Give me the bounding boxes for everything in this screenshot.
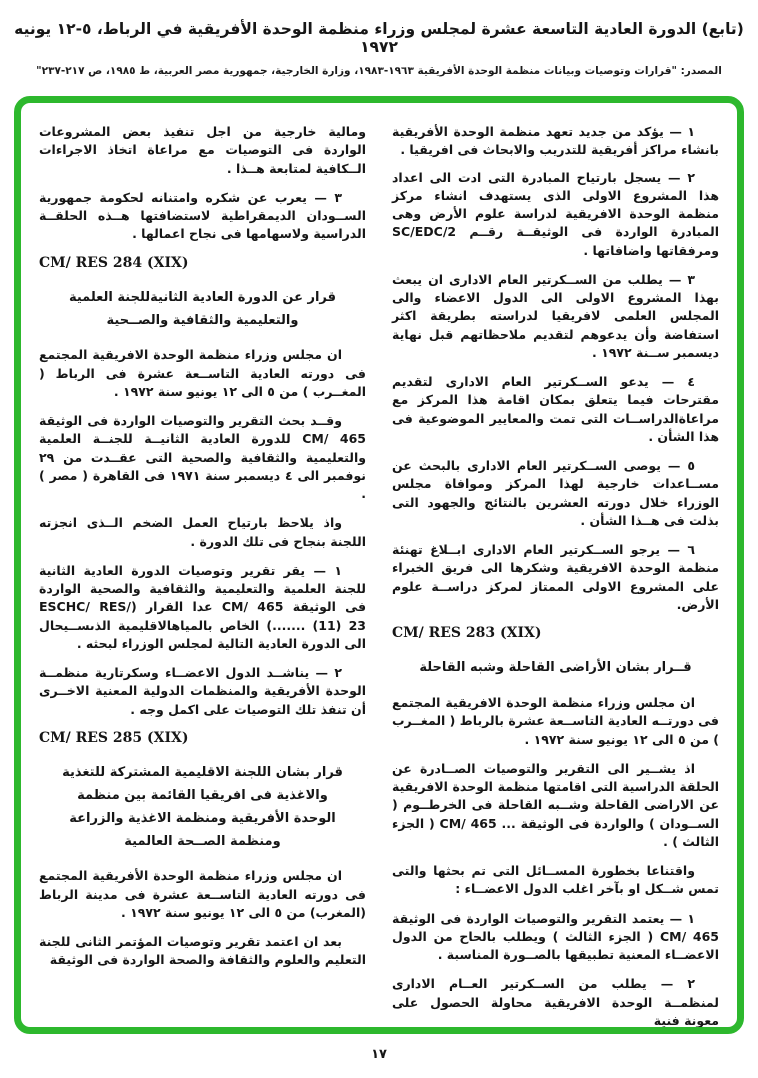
resolution-ref: CM/ RES 285 (XIX) <box>39 729 189 746</box>
resolution-heading: قــرار بشان الأراضى القاحلة وشبه القاحلة <box>419 660 692 676</box>
paragraph: ٣ — يعرب عن شكره وامتنانه لحكومة جمهورية الســودان الديمقراطية لاستضافتها هــذه الحلقــة الدراسية ولاسهامها فى نجاح اعمالها . <box>39 189 366 242</box>
right-column <box>392 123 720 1028</box>
paragraph: ٢ — يطلب من الســكرتير العــام الادارى لمنظمــة الوحدة الافريقية محاولة الحصول على معونة فنية <box>392 976 719 1028</box>
resolution-ref: CM/ RES 284 (XIX) <box>39 254 189 271</box>
paragraph: ٢ — يسجل بارتياح المبادرة التى ادت الى اعداد هذا المشروع الاولى الذى يستهدف انشاء مركز منظمة الوحدة الافريقية لدراسة علوم الأرض وهى المبادرة الواردة فى الوثيقــة رقــم SC/EDC/2 ومرفقاتها واضافاتها . <box>392 169 719 258</box>
paragraph: ٤ — يدعو الســكرتير العام الادارى لتقديم مقترحات فيما يتعلق بمكان اقامة هذا المركز مع مراعاةالدراســات التى تمت والمعايير الموضوعية فى هذا الشأن . <box>392 374 719 444</box>
page-header <box>0 0 758 77</box>
header-title: (تابع) الدورة العادية التاسعة عشرة لمجلس وزراء منظمة الوحدة الأفريقية في الرباط، ٥-١٢ يونيه ١٩٧٢ <box>14 20 744 56</box>
header-source-line: المصدر: "قرارات وتوصيات وبيانات منظمة الوحدة الأفريقية ١٩٦٣-١٩٨٣، وزارة الخارجية، جمهورية مصر العربية، ط ١٩٨٥، ص ٢١٧-٢٣٧" <box>36 65 722 77</box>
paragraph: ان مجلس وزراء منظمة الوحدة الافريقية المجتمع فى دورته العادية التاســعة عشرة فى الرباط ( المغــرب ) من ٥ الى ١٢ يونيو سنة ١٩٧٢ . <box>39 347 366 399</box>
paragraph: واقتناعا بخطورة المســائل التى تم بحثها والتى تمس شــكل او بآخر اغلب الدول الاعضــاء : <box>392 863 719 897</box>
paragraph: واذ يلاحظ بارتياح العمل الضخم الــذى انجزته اللجنة بنجاح فى تلك الدورة . <box>39 515 366 549</box>
green-border-frame <box>14 96 744 1034</box>
paragraph: ١ — يعتمد التقرير والتوصيات الواردة فى الوثيقة CM/ 465 ( الجزء الثالث ) ويطلب بالحاح من الدول الاعضــاء المعنية تطبيقها بالصــورة المناسبة . <box>392 910 720 963</box>
paragraph: ٢ — يناشــد الدول الاعضــاء وسكرتارية منظمــة الوحدة الأفريقية والمنظمات الدولية المعنية الاخــرى أن تنفذ تلك التوصيات على اكمل وجه . <box>39 665 366 717</box>
paragraph: وقــد بحث التقرير والتوصيات الواردة فى الوثيقة CM/ 465 للدورة العادية الثانيــة للجنــة العلمية والتعليمية والثقافية والصحية التى عقــدت من ٢٩ نوفمبر الى ٤ ديسمبر سنة ١٩٧١ فى القاهرة ( مصر ) . <box>39 413 367 502</box>
resolution-heading: قرار عن الدورة العادية الثانيةللجنة العلمية والتعليمية والثقافية والصــحية <box>68 289 337 328</box>
paragraph: اذ يشــير الى التقرير والتوصيات الصــادرة عن الحلقة الدراسية التى اقامتها منظمة الوحدة الافريقية عن الاراضى القاحلة وشــبه القاحلة فى الخرطــوم ( الســودان ) والواردة فى الوثيقة ... CM/ 465 ( الجزء الثالث ) . <box>392 760 719 849</box>
paragraph: ٣ — يطلب من الســكرتير العام الادارى ان يبعث بهذا المشروع الاولى الى الدول الاعضاء والى المجلس العلمى لافريقيا لدراسته بطريقة اكثر استفاضة وأن يدعوهم لتقديم ملاحظاتهم قبل نهاية ديسمبر ســنة ١٩٧٢ . <box>392 271 719 360</box>
resolution-heading: قرار بشان اللجنة الاقليمية المشتركة للتغذية والاغذية فى افريقيا القائمة بين منظمة الوحدة الأفريقية ومنظمة الاغذية والزراعة ومنظمة الصــحة العالمية <box>62 765 343 849</box>
two-column-text <box>21 103 737 1027</box>
paragraph: ان مجلس وزراء منظمة الوحدة الافريقية المجتمع فى دورتــه العادية التاســعة عشرة بالرباط ( المغــرب ) من ٥ الى ١٢ يونيو سنة ١٩٧٢ . <box>392 695 719 747</box>
paragraph: ١ — يؤكد من جديد تعهد منظمة الوحدة الأفريقية بانشاء مراكز أفريقية للتدريب والابحاث فى افريقيا . <box>392 124 719 158</box>
paragraph: بعد ان اعتمد تقرير وتوصيات المؤتمر الثانى للجنة التعليم والعلوم والثقافة والصحة الواردة فى الوثيقة <box>39 934 366 968</box>
paragraph: ٥ — يوصى الســكرتير العام الادارى بالبحث عن مســاعدات خارجية لهذا المركز وموافاة مجلس الوزراء خلال دورته العشرين بالنتائج والجهود التى بذلت فى هــذا الشأن . <box>392 458 719 528</box>
paragraph: ١ — يقر تقرير وتوصيات الدورة العادية الثانية للجنة العلمية والتعليمية والثقافية والصحية الواردة فى الوثيقة CM/ 465 عدا القرار (ESCHC/ RES/ (....... (11) 23 الخاص بالمياهالاقليمية الذىســيحال الى الدورة العادية التالية لمجلس الوزراء لبحثه . <box>39 562 367 651</box>
paragraph: ان مجلس وزراء منظمة الوحدة الأفريقية المجتمع فى دورته العادية التاســعة عشرة فى مدينة الرباط (المغرب) من ٥ الى ١٢ يونيو سنة ١٩٧٢ . <box>39 868 366 920</box>
resolution-ref: CM/ RES 283 (XIX) <box>392 625 542 641</box>
paragraph: ومالية خارجية من اجل تنفيذ بعض المشروعات الواردة فى التوصيات مع مراعاة اتخاذ الاجراءات الــكافية لمتابعة هــذا . <box>39 124 366 176</box>
paragraph: ٦ — يرجو الســكرتير العام الادارى ابــلاغ تهنئة منظمة الوحدة الافريقية وشكرها الى فريق الخبراء على المشروع الاولى الممتاز لمركز دراســة علوم الأرض. <box>392 542 719 612</box>
left-column <box>39 123 366 1017</box>
page-number: ١٧ <box>371 1047 387 1062</box>
